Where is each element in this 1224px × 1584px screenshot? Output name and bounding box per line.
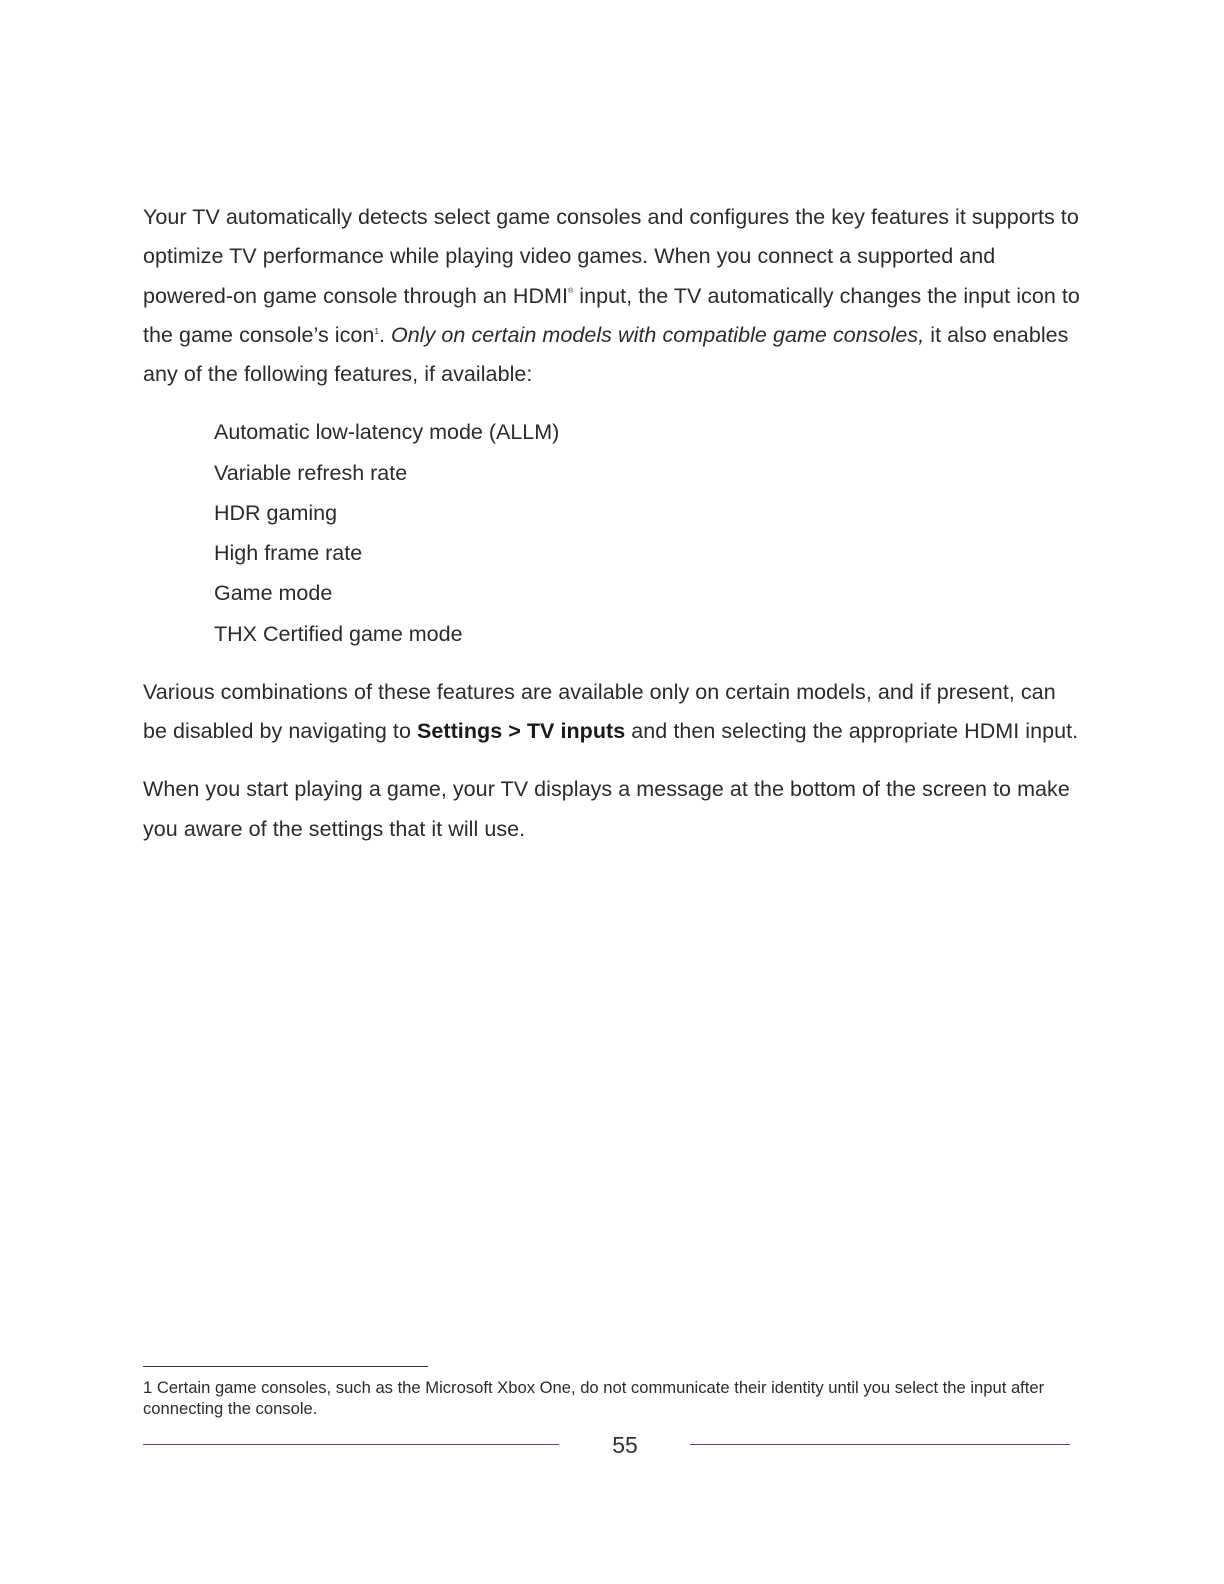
settings-nav-path: Settings > TV inputs	[416, 719, 626, 743]
intro-italic-note: Only on certain models with compatible game consoles,	[390, 322, 925, 347]
list-item: THX Certified game mode	[214, 621, 463, 646]
availability-paragraph	[143, 673, 1083, 752]
list-item: Automatic low-latency mode (ALLM)	[214, 420, 560, 445]
footnote-divider	[143, 1366, 428, 1367]
intro-text-3: .	[378, 322, 391, 347]
registered-mark: ®	[568, 287, 574, 295]
footer-line-right	[690, 1444, 1070, 1445]
footnote	[143, 1377, 1083, 1419]
footnote-number: 1	[143, 1378, 153, 1397]
page-body	[143, 198, 1083, 849]
game-message-paragraph: When you start playing a game, your TV displays a message at the bottom of the screen to make you aware of the settings that it will use.	[143, 777, 1070, 841]
intro-text-2: input, the TV automatically changes the input icon to the game console’s icon	[143, 283, 1080, 347]
availability-text-1: Various combinations of these features are available only on certain models, and if present, can be disabled by navigating to	[143, 679, 1056, 743]
footer-line-left	[143, 1444, 559, 1445]
feature-list	[214, 412, 1083, 653]
intro-text-4: it also enables any of the following features, if available:	[143, 322, 1069, 387]
availability-text-2: and then selecting the appropriate HDMI input.	[625, 719, 1079, 743]
list-item: HDR gaming	[214, 500, 338, 525]
list-item: Variable refresh rate	[214, 460, 408, 485]
page-number: 55	[612, 1432, 638, 1458]
list-item: High frame rate	[214, 541, 363, 566]
intro-paragraph	[143, 198, 1083, 394]
list-item: Game mode	[214, 581, 333, 606]
intro-text-1: Your TV automatically detects select game consoles and configures the key features it supports to optimize TV performance while playing video games. When you connect a supported and powered-on game console through an HDMI	[143, 205, 1079, 308]
footnote-reference[interactable]: 1	[374, 326, 379, 336]
footnote-text: Certain game consoles, such as the Microsoft Xbox One, do not communicate their identity until you select the input after connecting the console.	[143, 1378, 1045, 1418]
